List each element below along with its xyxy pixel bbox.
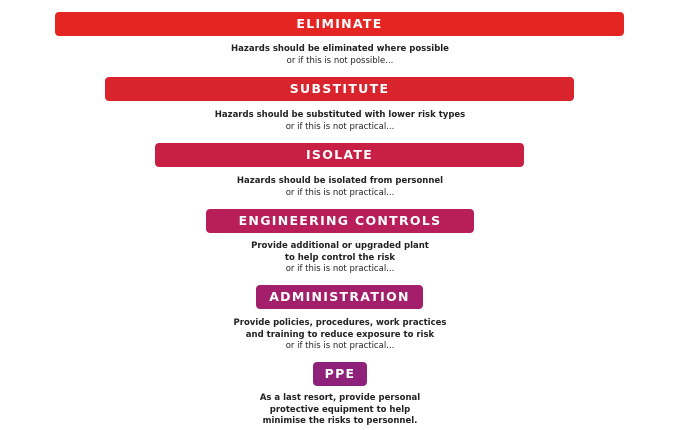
level-description-administration — [0, 318, 680, 353]
level-description-ppe — [0, 393, 680, 428]
description-condition: or if this is not practical... — [285, 264, 395, 274]
description-line: Provide additional or upgraded plant — [251, 241, 429, 251]
description-line: Provide policies, procedures, work practices — [233, 318, 447, 328]
level-bar-isolate: ISOLATE — [155, 143, 524, 167]
description-line: and training to reduce exposure to risk — [245, 329, 435, 340]
description-condition: or if this is not possible... — [286, 55, 394, 66]
level-bar-substitute: SUBSTITUTE — [105, 77, 574, 101]
description-line: Hazards should be isolated from personnel — [236, 176, 444, 186]
description-condition: or if this is not practical... — [285, 187, 395, 198]
description-line: Hazards should be substituted with lower risk types — [214, 110, 466, 120]
description-condition: or if this is not practical... — [285, 341, 395, 351]
level-description-eliminate — [0, 44, 680, 67]
level-description-engineering-controls — [0, 241, 680, 276]
level-description-isolate — [0, 176, 680, 199]
description-line: to help control the risk — [284, 252, 396, 263]
description-line: Hazards should be eliminated where possible — [231, 44, 449, 54]
description-line: As a last resort, provide personal — [259, 393, 421, 403]
description-line: protective equipment to help — [269, 404, 411, 415]
level-bar-ppe: PPE — [313, 362, 367, 386]
level-description-substitute — [0, 110, 680, 133]
level-bar-eliminate: ELIMINATE — [55, 12, 624, 36]
level-bar-engineering-controls: ENGINEERING CONTROLS — [206, 209, 474, 233]
description-condition: or if this is not practical... — [285, 121, 395, 132]
description-line: minimise the risks to personnel. — [262, 416, 418, 426]
level-bar-administration: ADMINISTRATION — [256, 285, 423, 309]
